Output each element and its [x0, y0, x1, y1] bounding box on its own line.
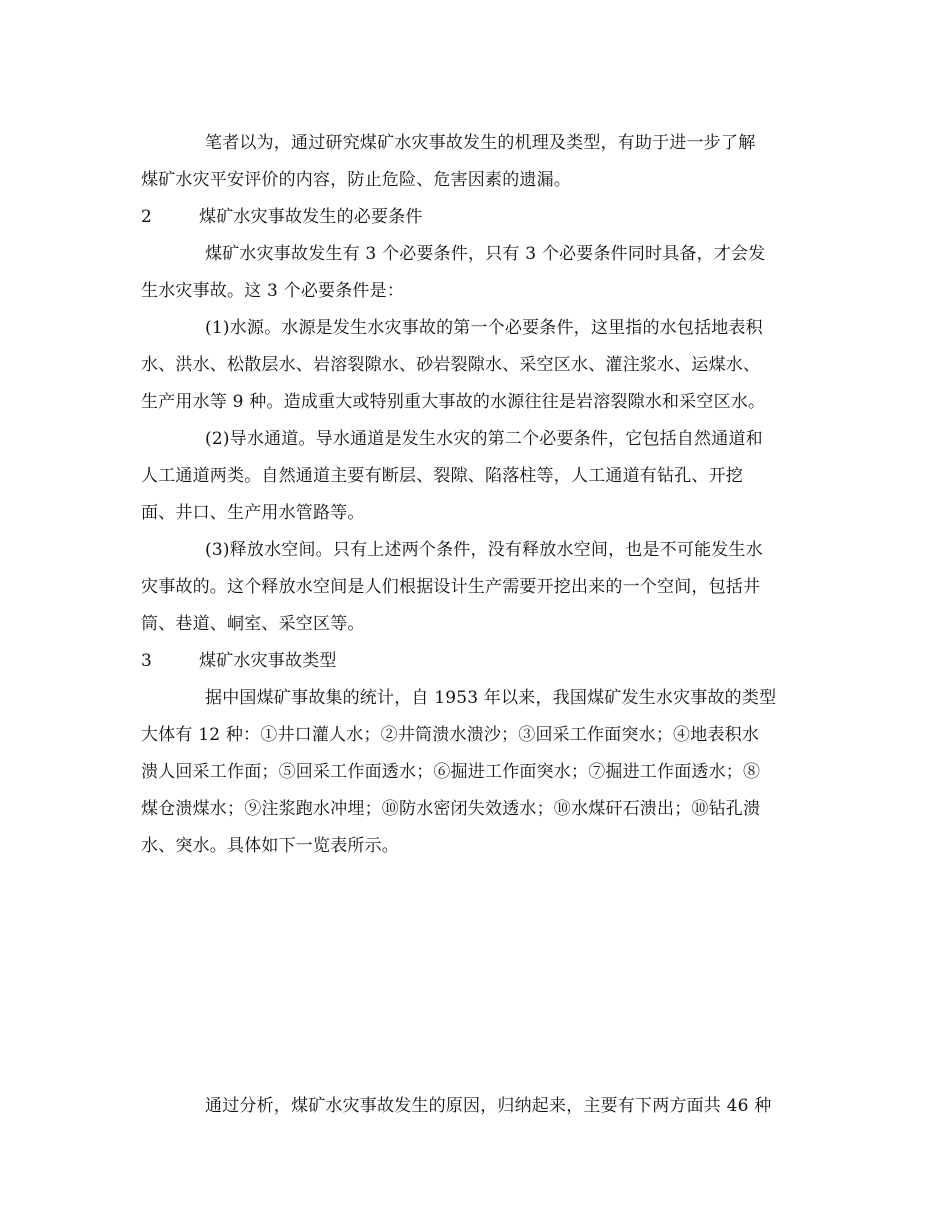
s2-item3-line-3: 筒、巷道、峒室、采空区等。	[141, 614, 365, 634]
section-3-title: 煤矿水灾事故类型	[199, 651, 337, 671]
s2-para1-line-1: 煤矿水灾事故发生有 3 个必要条件，只有 3 个必要条件同时具备，才会发	[205, 244, 766, 264]
s2-item1-line-1: (1)水源。水源是发生水灾事故的第一个必要条件，这里指的水包括地表积	[205, 318, 763, 338]
s2-item3-line-1: (3)释放水空间。只有上述两个条件，没有释放水空间，也是不可能发生水	[205, 540, 763, 560]
intro-line-2: 煤矿水灾平安评价的内容，防止危险、危害因素的遗漏。	[141, 170, 571, 190]
s2-item3-line-2: 灾事故的。这个释放水空间是人们根据设计生产需要开挖出来的一个空间，包括井	[141, 577, 761, 597]
s2-para1-line-2: 生水灾事故。这 3 个必要条件是：	[141, 281, 405, 301]
section-3-number: 3	[141, 651, 153, 671]
s2-item2-line-1: (2)导水通道。导水通道是发生水灾的第二个必要条件，它包括自然通道和	[205, 429, 763, 449]
section-2-heading	[141, 205, 423, 229]
s2-item2-line-2: 人工通道两类。自然通道主要有断层、裂隙、陷落柱等，人工通道有钻孔、开挖	[141, 466, 743, 486]
s3-para1-line-5: 水、突水。具体如下一览表所示。	[141, 836, 399, 856]
s2-item2-line-3: 面、井口、生产用水管路等。	[141, 503, 365, 523]
intro-line-1: 笔者以为，通过研究煤矿水灾事故发生的机理及类型，有助于进一步了解	[205, 133, 756, 153]
s3-para1-line-3: 溃人回采工作面；⑤回采工作面透水；⑥掘进工作面突水；⑦掘进工作面透水；⑧	[141, 762, 761, 782]
section-2-number: 2	[141, 207, 153, 227]
section-2-title: 煤矿水灾事故发生的必要条件	[199, 207, 423, 227]
s3-para1-line-2: 大体有 12 种：①井口灌人水；②井筒溃水溃沙；③回采工作面突水；④地表积水	[141, 725, 760, 745]
s2-item1-line-2: 水、洪水、松散层水、岩溶裂隙水、砂岩裂隙水、采空区水、灌注浆水、运煤水、	[141, 355, 761, 375]
s3-para1-line-1: 据中国煤矿事故集的统计，自 1953 年以来，我国煤矿发生水灾事故的类型	[205, 688, 777, 708]
s3-para1-line-4: 煤仓溃煤水；⑨注浆跑水冲埋；⑩防水密闭失效透水；⑩水煤矸石溃出；⑩钻孔溃	[141, 799, 761, 819]
closing-line: 通过分析，煤矿水灾事故发生的原因，归纳起来，主要有下两方面共 46 种	[205, 1096, 772, 1116]
s2-item1-line-3: 生产用水等 9 种。造成重大或特别重大事故的水源往往是岩溶裂隙水和采空区水。	[141, 392, 766, 412]
section-3-heading	[141, 649, 337, 673]
